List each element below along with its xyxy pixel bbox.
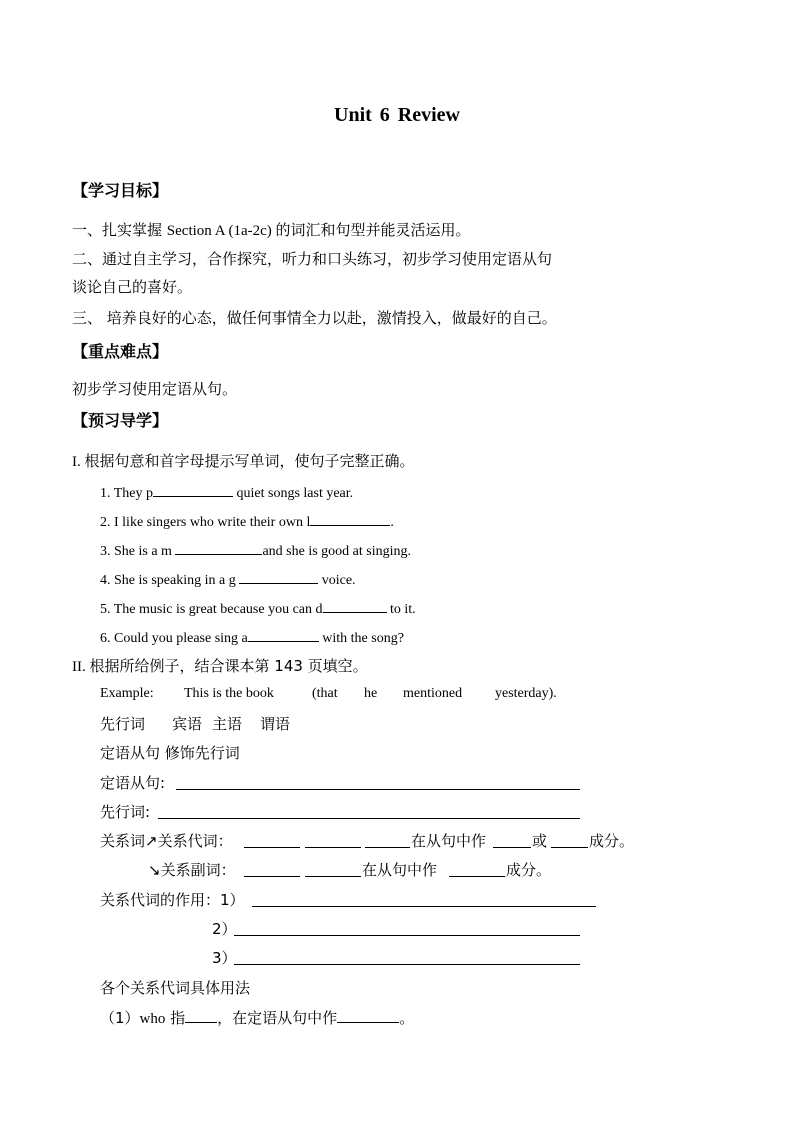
objective-1-text-b: 的词汇和句型并能灵活运用。 (275, 221, 471, 239)
who-number: （1） (100, 1009, 140, 1027)
who-role-text: ，在定语从句中作 (217, 1009, 338, 1027)
item-2-text: 2. I like singers who write their own l (100, 515, 311, 530)
key-points-text: 初步学习使用定语从句。 (72, 380, 238, 398)
answer-blank-1[interactable] (153, 482, 233, 497)
function-2-label: 2） (212, 920, 237, 938)
exercise-item-6 (100, 627, 404, 647)
exercise-item-1 (100, 482, 353, 502)
who-refers-blank[interactable] (185, 1008, 217, 1023)
function-2-line[interactable] (234, 934, 580, 936)
part1-number: I. (72, 454, 85, 470)
part1-heading (72, 450, 415, 471)
relative-adverb-role-text: 在从句中作 (362, 861, 438, 879)
label-antecedent: 先行词 (100, 715, 146, 733)
section-heading-preview: 【预习导学】 (72, 411, 169, 430)
relative-pronoun-role-text: 在从句中作 (411, 832, 487, 850)
item-3-tail: and she is good at singing. (262, 544, 411, 559)
answer-blank-5[interactable] (323, 598, 387, 613)
clause-answer-line[interactable] (176, 788, 580, 790)
exercise-item-2 (100, 511, 394, 531)
function-3-label: 3） (212, 949, 237, 967)
part2-heading (72, 655, 368, 676)
label-object: 宾语 (172, 715, 203, 733)
relative-pronoun-blank-1[interactable] (244, 846, 300, 848)
item-1-text: 1. They p (100, 486, 154, 501)
example-word-that: (that (312, 686, 338, 701)
answer-blank-3[interactable] (175, 540, 262, 555)
who-end: 。 (399, 1009, 415, 1027)
item-5-tail: to it. (386, 602, 416, 617)
objective-line-1 (72, 219, 471, 240)
part1-instruction: 根据句意和首字母提示写单词，使句子完整正确。 (84, 452, 415, 470)
objective-line-3: 三、 培养良好的心态，做任何事情全力以赴，激情投入，做最好的自己。 (72, 309, 557, 327)
exercise-item-5 (100, 598, 416, 618)
relative-pronoun-blank-2[interactable] (305, 846, 361, 848)
example-word-mentioned: mentioned (403, 686, 463, 701)
clause-label: 定语从句: (100, 774, 166, 792)
example-word-yesterday: yesterday). (495, 686, 557, 701)
item-1-tail: quiet songs last year. (233, 486, 354, 501)
who-usage-line (100, 1007, 414, 1028)
example-word-antecedent: This is the book (184, 686, 274, 701)
item-4-text: 4. She is speaking in a g (100, 573, 240, 588)
objective-line-2-continued: 谈论自己的喜好。 (72, 278, 193, 296)
relative-pronoun-or: 或 (532, 832, 548, 850)
who-refers-text: 指 (165, 1009, 186, 1027)
relative-pronoun-blank-3[interactable] (365, 846, 410, 848)
who-role-blank[interactable] (337, 1008, 399, 1023)
who-word: who (139, 1011, 166, 1027)
relative-adverb-blank-1[interactable] (244, 875, 300, 877)
section-heading-key-points: 【重点难点】 (72, 342, 169, 361)
part2-number: II. (72, 659, 90, 675)
item-3-text: 3. She is a m (100, 544, 176, 559)
function-1-line[interactable] (252, 905, 596, 907)
relative-pronoun-label: 关系词↗关系代词： (100, 832, 233, 850)
item-6-text: 6. Could you please sing a (100, 631, 248, 646)
item-2-tail: . (390, 515, 394, 530)
relative-adverb-blank-2[interactable] (305, 875, 361, 877)
relative-pronoun-role-blank-2[interactable] (551, 846, 588, 848)
label-subject: 主语 (212, 715, 243, 733)
page-title: Unit 6 Review (334, 104, 460, 126)
antecedent-answer-line[interactable] (158, 817, 580, 819)
item-6-tail: with the song? (318, 631, 404, 646)
relative-adverb-label: ↘关系副词： (148, 861, 236, 879)
usage-heading: 各个关系代词具体用法 (100, 979, 251, 997)
modifies-note: 定语从句 修饰先行词 (100, 744, 240, 762)
label-predicate: 谓语 (260, 715, 291, 733)
item-5-text: 5. The music is great because you can d (100, 602, 323, 617)
antecedent-label: 先行词: (100, 803, 151, 821)
objective-line-2: 二、通过自主学习，合作探究，听力和口头练习，初步学习使用定语从句 (72, 250, 553, 268)
objective-1-section-ref: Section A (1a-2c) (166, 223, 276, 239)
exercise-item-4 (100, 569, 356, 589)
part2-instruction: 根据所给例子，结合课本第 143 页填空。 (89, 657, 368, 675)
item-4-tail: voice. (318, 573, 356, 588)
answer-blank-4[interactable] (239, 569, 318, 584)
function-3-line[interactable] (234, 963, 580, 965)
answer-blank-6[interactable] (248, 627, 319, 642)
answer-blank-2[interactable] (310, 511, 390, 526)
relative-adverb-end: 成分。 (506, 861, 552, 879)
exercise-item-3 (100, 540, 411, 560)
relative-pronoun-role-blank-1[interactable] (493, 846, 531, 848)
section-heading-objectives: 【学习目标】 (72, 181, 169, 200)
functions-label: 关系代词的作用：1） (100, 891, 245, 909)
example-word-he: he (364, 686, 378, 701)
relative-adverb-role-blank[interactable] (449, 875, 505, 877)
example-label: Example: (100, 686, 154, 701)
objective-1-text-a: 一、扎实掌握 (72, 221, 167, 239)
relative-pronoun-end: 成分。 (589, 832, 635, 850)
